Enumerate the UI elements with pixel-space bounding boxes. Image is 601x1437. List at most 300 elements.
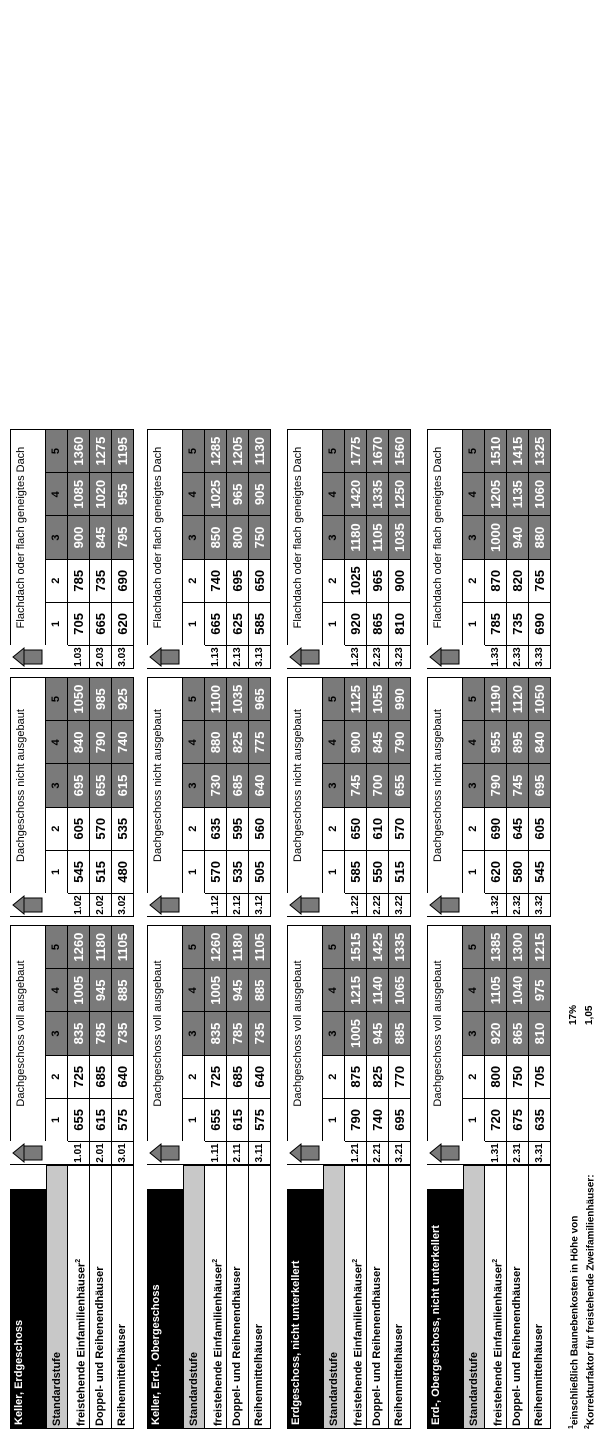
stufe-header: 5 [323, 677, 345, 720]
row-code: 3.33 [529, 645, 551, 669]
value-cell: 845 [367, 720, 389, 763]
value-cell: 1515 [345, 925, 367, 968]
row-code: 1.12 [205, 893, 227, 917]
value-cell: 1050 [529, 677, 551, 720]
value-cell: 1275 [90, 429, 112, 472]
value-cell: 1140 [367, 968, 389, 1011]
stufe-header: 2 [183, 807, 205, 850]
stufe-header: 2 [46, 1055, 68, 1098]
house-icon [10, 1141, 68, 1165]
value-cell: 965 [227, 472, 249, 515]
value-cell: 700 [367, 763, 389, 806]
value-cell: 705 [529, 1055, 551, 1098]
value-cell: 635 [529, 1098, 551, 1141]
stufe-header: 5 [183, 677, 205, 720]
row-code: 2.22 [367, 893, 389, 917]
row-label-text: Doppel- und Reihenendhäuser [511, 1266, 523, 1426]
value-cell: 575 [249, 1098, 271, 1141]
row-code: 3.03 [112, 645, 134, 669]
row-code: 3.31 [529, 1141, 551, 1165]
row-label-text: Doppel- und Reihenendhäuser [231, 1266, 243, 1426]
stufe-header: 4 [323, 968, 345, 1011]
stufe-header: 1 [463, 850, 485, 893]
value-cell: 685 [227, 763, 249, 806]
value-cell: 610 [367, 807, 389, 850]
value-cell: 575 [112, 1098, 134, 1141]
value-cell: 810 [529, 1011, 551, 1054]
value-cell: 545 [529, 850, 551, 893]
value-cell: 820 [507, 559, 529, 602]
value-cell: 570 [205, 850, 227, 893]
row-label [90, 1165, 112, 1429]
house-icon [427, 645, 485, 669]
row-label-text: Reihenmittelhäuser [253, 1323, 265, 1426]
value-cell: 690 [112, 559, 134, 602]
row-label [389, 1165, 411, 1429]
row-code: 3.22 [389, 893, 411, 917]
value-cell: 635 [205, 807, 227, 850]
house-icon [287, 1141, 345, 1165]
value-cell: 1040 [507, 968, 529, 1011]
row-code: 1.33 [485, 645, 507, 669]
value-cell: 695 [68, 763, 90, 806]
value-cell: 1020 [90, 472, 112, 515]
row-code: 2.03 [90, 645, 112, 669]
value-cell: 770 [389, 1055, 411, 1098]
value-cell: 800 [227, 515, 249, 558]
row-code: 2.12 [227, 893, 249, 917]
table-block [287, 1, 417, 1429]
row-code: 2.31 [507, 1141, 529, 1165]
value-cell: 900 [345, 720, 367, 763]
standardstufe-label: Standardstufe [183, 1165, 205, 1429]
value-cell: 515 [90, 850, 112, 893]
group-title: Flachdach oder flach geneigtes Dach [287, 429, 323, 645]
value-cell: 735 [507, 602, 529, 645]
value-cell: 1260 [68, 925, 90, 968]
block-title: Keller, Erdgeschoss [10, 1189, 46, 1429]
value-cell: 640 [249, 763, 271, 806]
value-cell: 1035 [227, 677, 249, 720]
stufe-header: 5 [323, 925, 345, 968]
group-title: Flachdach oder flach geneigtes Dach [10, 429, 46, 645]
stufe-header: 1 [323, 850, 345, 893]
value-cell: 1670 [367, 429, 389, 472]
value-cell: 1180 [345, 515, 367, 558]
stufe-header: 2 [463, 807, 485, 850]
group-title: Dachgeschoss nicht ausgebaut [287, 677, 323, 893]
stufe-header: 3 [46, 1011, 68, 1054]
stufe-header: 4 [46, 472, 68, 515]
value-cell: 1325 [529, 429, 551, 472]
stufe-header: 3 [323, 763, 345, 806]
value-cell: 965 [367, 559, 389, 602]
value-cell: 550 [367, 850, 389, 893]
value-cell: 595 [227, 807, 249, 850]
value-cell: 740 [205, 559, 227, 602]
stufe-header: 4 [463, 472, 485, 515]
value-cell: 640 [112, 1055, 134, 1098]
row-label-text: Doppel- und Reihenendhäuser [371, 1266, 383, 1426]
table-block [10, 1, 140, 1429]
stufe-header: 3 [46, 515, 68, 558]
row-label [485, 1165, 507, 1429]
value-cell: 880 [529, 515, 551, 558]
value-cell: 765 [529, 559, 551, 602]
stufe-header: 4 [323, 720, 345, 763]
value-cell: 690 [529, 602, 551, 645]
row-code: 3.13 [249, 645, 271, 669]
value-cell: 945 [90, 968, 112, 1011]
stufe-header: 1 [46, 850, 68, 893]
value-cell: 655 [205, 1098, 227, 1141]
value-cell: 1195 [112, 429, 134, 472]
value-cell: 730 [205, 763, 227, 806]
row-code: 1.02 [68, 893, 90, 917]
stufe-header: 3 [323, 1011, 345, 1054]
stufe-header: 3 [463, 763, 485, 806]
row-label-text: Reihenmittelhäuser [116, 1323, 128, 1426]
value-cell: 740 [112, 720, 134, 763]
group-title: Dachgeschoss voll ausgebaut [287, 925, 323, 1141]
row-label [367, 1165, 389, 1429]
stufe-header: 4 [183, 472, 205, 515]
stufe-header: 3 [463, 1011, 485, 1054]
row-code: 3.01 [112, 1141, 134, 1165]
group-title: Dachgeschoss nicht ausgebaut [147, 677, 183, 893]
footnote-2-mark: 2 [584, 1425, 591, 1429]
row-code: 2.13 [227, 645, 249, 669]
value-cell: 685 [90, 1055, 112, 1098]
stufe-header: 2 [463, 1055, 485, 1098]
value-cell: 515 [389, 850, 411, 893]
value-cell: 835 [68, 1011, 90, 1054]
value-cell: 875 [345, 1055, 367, 1098]
value-cell: 1065 [389, 968, 411, 1011]
stufe-header: 1 [46, 1098, 68, 1141]
value-cell: 750 [507, 1055, 529, 1098]
value-cell: 1105 [249, 925, 271, 968]
value-cell: 1335 [389, 925, 411, 968]
value-cell: 665 [90, 602, 112, 645]
value-cell: 585 [345, 850, 367, 893]
value-cell: 1005 [68, 968, 90, 1011]
stufe-header: 4 [463, 720, 485, 763]
value-cell: 785 [90, 1011, 112, 1054]
value-cell: 695 [227, 559, 249, 602]
footnote-2-text: Korrekturfaktor für freistehende Zweifamilienhäuser: [585, 1174, 597, 1426]
stufe-header: 2 [46, 559, 68, 602]
stufe-header: 4 [463, 968, 485, 1011]
value-cell: 1000 [485, 515, 507, 558]
value-cell: 920 [345, 602, 367, 645]
value-cell: 615 [112, 763, 134, 806]
house-icon [287, 893, 345, 917]
row-code: 1.13 [205, 645, 227, 669]
row-code: 2.33 [507, 645, 529, 669]
value-cell: 885 [389, 1011, 411, 1054]
value-cell: 615 [90, 1098, 112, 1141]
stufe-header: 3 [46, 763, 68, 806]
value-cell: 920 [485, 1011, 507, 1054]
value-cell: 1775 [345, 429, 367, 472]
row-code: 2.11 [227, 1141, 249, 1165]
row-code: 1.03 [68, 645, 90, 669]
value-cell: 725 [205, 1055, 227, 1098]
row-label-text: Reihenmittelhäuser [533, 1323, 545, 1426]
value-cell: 480 [112, 850, 134, 893]
value-cell: 845 [90, 515, 112, 558]
value-cell: 735 [90, 559, 112, 602]
value-cell: 1105 [112, 925, 134, 968]
value-cell: 735 [249, 1011, 271, 1054]
row-code: 3.21 [389, 1141, 411, 1165]
row-code: 3.12 [249, 893, 271, 917]
value-cell: 885 [249, 968, 271, 1011]
row-label-text: Doppel- und Reihenendhäuser [94, 1266, 106, 1426]
value-cell: 720 [485, 1098, 507, 1141]
value-cell: 1085 [68, 472, 90, 515]
value-cell: 745 [507, 763, 529, 806]
row-label [529, 1165, 551, 1429]
value-cell: 1420 [345, 472, 367, 515]
value-cell: 1260 [205, 925, 227, 968]
row-code: 3.11 [249, 1141, 271, 1165]
group-title: Flachdach oder flach geneigtes Dach [147, 429, 183, 645]
value-cell: 790 [389, 720, 411, 763]
footnote-1-text: einschließlich Baunebenkosten in Höhe von [569, 1215, 581, 1426]
value-cell: 1025 [345, 559, 367, 602]
value-cell: 945 [227, 968, 249, 1011]
value-cell: 1205 [227, 429, 249, 472]
footnote-2 [584, 1174, 596, 1429]
value-cell: 955 [112, 472, 134, 515]
value-cell: 640 [249, 1055, 271, 1098]
table-block [427, 1, 557, 1429]
stufe-header: 1 [463, 602, 485, 645]
value-cell: 800 [485, 1055, 507, 1098]
value-cell: 650 [345, 807, 367, 850]
value-cell: 1510 [485, 429, 507, 472]
row-code: 1.22 [345, 893, 367, 917]
stufe-header: 2 [183, 1055, 205, 1098]
value-cell: 745 [345, 763, 367, 806]
value-cell: 870 [485, 559, 507, 602]
row-label [205, 1165, 227, 1429]
stufe-header: 1 [323, 1098, 345, 1141]
value-cell: 615 [227, 1098, 249, 1141]
row-label-text: freistehende Einfamilienhäuser [352, 1262, 365, 1426]
value-cell: 1250 [389, 472, 411, 515]
standardstufe-label: Standardstufe [323, 1165, 345, 1429]
block-title: Erdgeschoss, nicht unterkellert [287, 1189, 323, 1429]
value-cell: 1180 [90, 925, 112, 968]
value-cell: 825 [367, 1055, 389, 1098]
value-cell: 865 [367, 602, 389, 645]
row-label-text: freistehende Einfamilienhäuser [75, 1262, 88, 1426]
value-cell: 1130 [249, 429, 271, 472]
row-code: 1.32 [485, 893, 507, 917]
value-cell: 775 [249, 720, 271, 763]
row-label [507, 1165, 529, 1429]
group-title: Dachgeschoss nicht ausgebaut [10, 677, 46, 893]
value-cell: 955 [485, 720, 507, 763]
row-code: 1.01 [68, 1141, 90, 1165]
value-cell: 810 [389, 602, 411, 645]
value-cell: 655 [389, 763, 411, 806]
value-cell: 585 [249, 602, 271, 645]
value-cell: 570 [90, 807, 112, 850]
row-label [68, 1165, 90, 1429]
value-cell: 840 [529, 720, 551, 763]
value-cell: 1360 [68, 429, 90, 472]
value-cell: 560 [249, 807, 271, 850]
footnote-mark: 2 [352, 1258, 359, 1263]
value-cell: 1335 [367, 472, 389, 515]
footnote-1-value: 17% [568, 1004, 579, 1025]
row-label [345, 1165, 367, 1429]
stufe-header: 5 [463, 925, 485, 968]
block-title: Keller, Erd-, Obergeschoss [147, 1189, 183, 1429]
row-code: 1.23 [345, 645, 367, 669]
group-title: Dachgeschoss nicht ausgebaut [427, 677, 463, 893]
value-cell: 945 [367, 1011, 389, 1054]
standardstufe-label: Standardstufe [463, 1165, 485, 1429]
value-cell: 1035 [389, 515, 411, 558]
standardstufe-label: Standardstufe [46, 1165, 68, 1429]
group-title: Dachgeschoss voll ausgebaut [10, 925, 46, 1141]
value-cell: 825 [227, 720, 249, 763]
footnote-mark: 2 [492, 1258, 499, 1263]
value-cell: 835 [205, 1011, 227, 1054]
value-cell: 735 [112, 1011, 134, 1054]
stufe-header: 2 [46, 807, 68, 850]
value-cell: 925 [112, 677, 134, 720]
value-cell: 1120 [507, 677, 529, 720]
footnote-1-mark: 1 [568, 1425, 575, 1429]
value-cell: 1560 [389, 429, 411, 472]
value-cell: 655 [68, 1098, 90, 1141]
house-icon [427, 893, 485, 917]
value-cell: 840 [68, 720, 90, 763]
value-cell: 695 [529, 763, 551, 806]
value-cell: 545 [68, 850, 90, 893]
value-cell: 675 [507, 1098, 529, 1141]
stufe-header: 2 [183, 559, 205, 602]
block-title: Erd-, Obergeschoss, nicht unterkellert [427, 1189, 463, 1429]
value-cell: 900 [68, 515, 90, 558]
value-cell: 645 [507, 807, 529, 850]
stufe-header: 3 [323, 515, 345, 558]
value-cell: 605 [68, 807, 90, 850]
value-cell: 865 [507, 1011, 529, 1054]
footnote-mark: 2 [212, 1258, 219, 1263]
stufe-header: 1 [183, 1098, 205, 1141]
stufe-header: 1 [46, 602, 68, 645]
value-cell: 620 [485, 850, 507, 893]
stufe-header: 1 [323, 602, 345, 645]
value-cell: 1135 [507, 472, 529, 515]
row-code: 1.31 [485, 1141, 507, 1165]
stufe-header: 1 [183, 602, 205, 645]
value-cell: 535 [112, 807, 134, 850]
row-code: 3.02 [112, 893, 134, 917]
stufe-header: 4 [46, 968, 68, 1011]
value-cell: 785 [485, 602, 507, 645]
value-cell: 990 [389, 677, 411, 720]
value-cell: 725 [68, 1055, 90, 1098]
footnote-1 [568, 1216, 580, 1429]
value-cell: 1125 [345, 677, 367, 720]
value-cell: 850 [205, 515, 227, 558]
value-cell: 1190 [485, 677, 507, 720]
row-label-text: freistehende Einfamilienhäuser [492, 1262, 505, 1426]
group-title: Dachgeschoss voll ausgebaut [427, 925, 463, 1141]
row-code: 2.23 [367, 645, 389, 669]
value-cell: 900 [389, 559, 411, 602]
value-cell: 785 [68, 559, 90, 602]
value-cell: 750 [249, 515, 271, 558]
value-cell: 1385 [485, 925, 507, 968]
row-code: 1.21 [345, 1141, 367, 1165]
stufe-header: 5 [46, 677, 68, 720]
value-cell: 790 [485, 763, 507, 806]
footnote-2-value: 1,05 [584, 1005, 595, 1025]
value-cell: 1005 [345, 1011, 367, 1054]
value-cell: 975 [529, 968, 551, 1011]
row-code: 2.02 [90, 893, 112, 917]
value-cell: 535 [227, 850, 249, 893]
value-cell: 625 [227, 602, 249, 645]
house-icon [287, 645, 345, 669]
stufe-header: 5 [463, 429, 485, 472]
footnote-mark: 2 [75, 1258, 82, 1263]
value-cell: 695 [389, 1098, 411, 1141]
house-icon [10, 645, 68, 669]
stufe-header: 4 [323, 472, 345, 515]
value-cell: 1025 [205, 472, 227, 515]
row-label [112, 1165, 134, 1429]
value-cell: 885 [112, 968, 134, 1011]
value-cell: 1180 [227, 925, 249, 968]
stufe-header: 5 [46, 429, 68, 472]
house-icon [147, 893, 205, 917]
value-cell: 1215 [529, 925, 551, 968]
row-label-text: Reihenmittelhäuser [393, 1323, 405, 1426]
value-cell: 895 [507, 720, 529, 763]
value-cell: 505 [249, 850, 271, 893]
row-code: 2.21 [367, 1141, 389, 1165]
value-cell: 985 [90, 677, 112, 720]
value-cell: 1285 [205, 429, 227, 472]
value-cell: 1055 [367, 677, 389, 720]
value-cell: 665 [205, 602, 227, 645]
stufe-header: 3 [183, 515, 205, 558]
value-cell: 1050 [68, 677, 90, 720]
value-cell: 580 [507, 850, 529, 893]
row-code: 1.11 [205, 1141, 227, 1165]
house-icon [147, 1141, 205, 1165]
value-cell: 1205 [485, 472, 507, 515]
stufe-header: 2 [323, 807, 345, 850]
value-cell: 655 [90, 763, 112, 806]
value-cell: 690 [485, 807, 507, 850]
stufe-header: 5 [46, 925, 68, 968]
stufe-header: 4 [183, 968, 205, 1011]
value-cell: 685 [227, 1055, 249, 1098]
stufe-header: 5 [183, 429, 205, 472]
house-icon [147, 645, 205, 669]
